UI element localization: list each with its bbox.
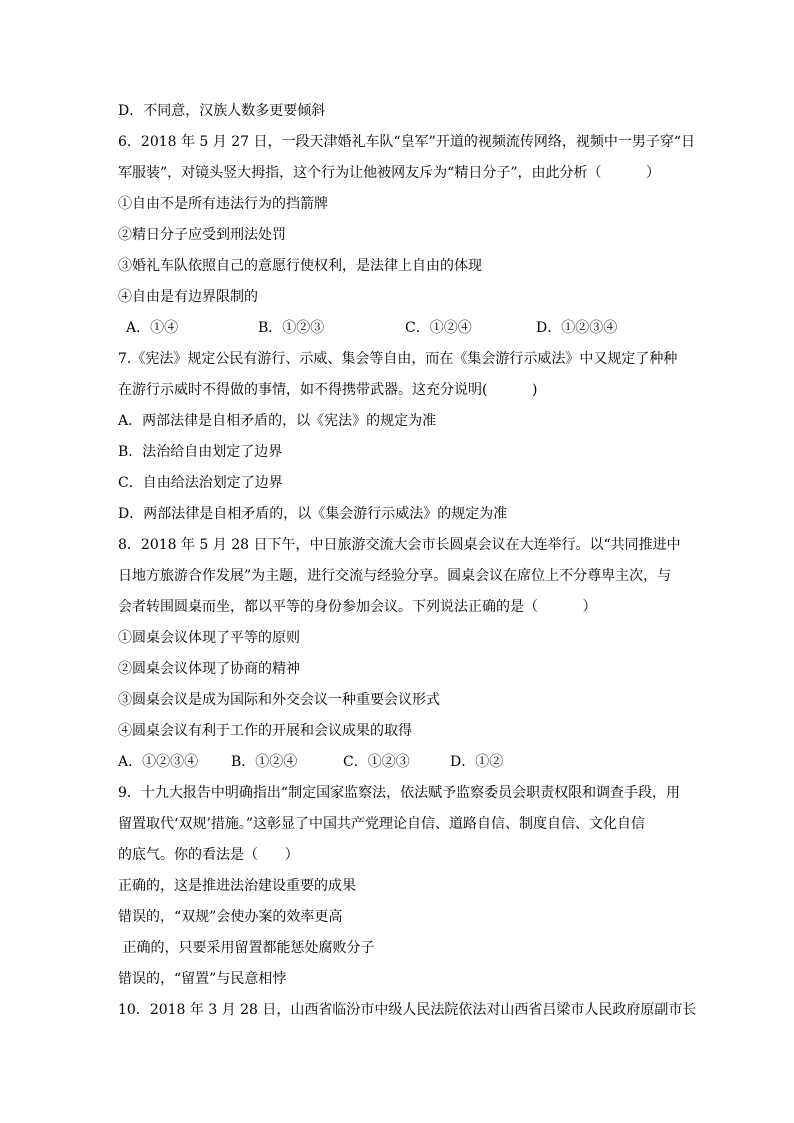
q8-stem-line-2: 日地方旅游合作发展”为主题，进行交流与经验分享。圆桌会议在席位上不分尊卑主次，与 — [118, 568, 672, 584]
q8-options — [0, 752, 794, 772]
q6-option-d: D．①②③④ — [536, 320, 618, 336]
q8-stem-line-3: 会者转围圆桌而坐，都以平等的身份参加会议。下列说法正确的是（ ） — [118, 599, 597, 615]
q6-stem-line-2: 军服装”，对镜头竖大拇指，这个行为让他被网友斥为“精日分子”，由此分析（ ） — [118, 165, 660, 181]
q8-statement-1: ①圆桌会议体现了平等的原则 — [118, 630, 300, 646]
q9-stem-line-3: 的底气。你的看法是（ ） — [118, 847, 299, 863]
q5-option-d: D．不同意，汉族人数多更要倾斜 — [118, 103, 326, 119]
q6-statement-1: ①自由不是所有违法行为的挡箭牌 — [118, 196, 328, 212]
q7-stem-line-2: 在游行示威时不得做的事情，如不得携带武器。这充分说明( ) — [118, 382, 538, 398]
q6-option-a: A．①④ — [126, 320, 179, 336]
q9-answer-3: 正确的，只要采用留置都能惩处腐败分子 — [118, 940, 375, 956]
q7-option-a: A．两部法律是自相矛盾的，以《宪法》的规定为准 — [118, 413, 437, 429]
q7-option-b: B．法治给自由划定了边界 — [118, 444, 283, 460]
q6-statement-3: ③婚礼车队依照自己的意愿行使权利，是法律上自由的体现 — [118, 258, 482, 274]
q9-stem-line-2: 留置取代‘双规’措施。”这彰显了中国共产党理论自信、道路自信、制度自信、文化自信 — [118, 816, 646, 832]
q8-option-b: B．①②④ — [231, 754, 298, 770]
q10-stem-line-1: 10．2018 年 3 月 28 日，山西省临汾市中级人民法院依法对山西省吕梁市人民政府原副市长 — [118, 1002, 697, 1018]
q8-stem-line-1: 8．2018 年 5 月 28 日下午，中日旅游交流大会市长圆桌会议在大连举行。以“共同推进中 — [118, 537, 681, 553]
q7-option-d: D．两部法律是自相矛盾的，以《集会游行示威法》的规定为准 — [118, 506, 508, 522]
q8-option-c: C．①②③ — [343, 754, 410, 770]
q9-stem-line-1: 9．十九大报告中明确指出“制定国家监察法，依法赋予监察委员会职责权限和调查手段，用 — [118, 785, 681, 801]
q9-answer-4: 错误的，“留置”与民意相悖 — [118, 971, 287, 987]
q8-statement-3: ③圆桌会议是成为国际和外交会议一种重要会议形式 — [118, 692, 440, 708]
q6-statement-4: ④自由是有边界限制的 — [118, 289, 258, 305]
q9-answer-2: 错误的，“双规”会使办案的效率更高 — [118, 909, 343, 925]
q6-statement-2: ②精日分子应受到刑法处罚 — [118, 227, 286, 243]
q8-statement-2: ②圆桌会议体现了协商的精神 — [118, 661, 300, 677]
q8-statement-4: ④圆桌会议有利于工作的开展和会议成果的取得 — [118, 723, 412, 739]
q6-stem-line-1: 6．2018 年 5 月 27 日，一段天津婚礼车队“皇军”开道的视频流传网络，视频中一男子穿“日 — [118, 134, 695, 150]
q7-option-c: C．自由给法治划定了边界 — [118, 475, 283, 491]
q6-option-b: B．①②③ — [258, 320, 325, 336]
q8-option-a: A．①②③④ — [118, 754, 199, 770]
q7-stem-line-1: 7.《宪法》规定公民有游行、示威、集会等自由，而在《集会游行示威法》中又规定了种种 — [118, 351, 678, 367]
q6-option-c: C．①②④ — [405, 320, 472, 336]
q8-option-d: D．①② — [450, 754, 504, 770]
q6-options — [0, 318, 794, 338]
q9-answer-1: 正确的，这是推进法治建设重要的成果 — [118, 878, 356, 894]
